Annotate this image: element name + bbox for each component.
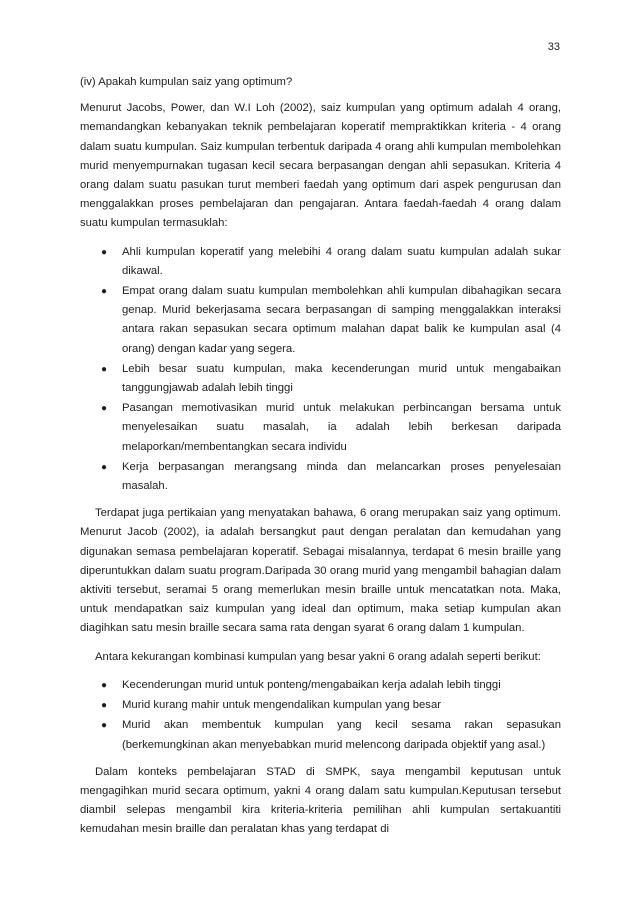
list-item-text: Kerja berpasangan merangsang minda dan melancarkan proses penyelesaian masalah. bbox=[122, 460, 561, 493]
bullet-icon: ● bbox=[101, 720, 108, 732]
bullet-icon: ● bbox=[101, 700, 108, 712]
list-item-text: Pasangan memotivasikan murid untuk melakukan perbincangan bersama untuk menyelesaikan suatu masalah, ia adalah lebih berkesan daripada melaporkan/membentangkan secara individu bbox=[122, 402, 561, 453]
list-item-text: Murid akan membentuk kumpulan yang kecil sesama rakan sepasukan (berkemungkinan akan menyebabkan murid melencong daripada objektif yang asal.) bbox=[122, 719, 561, 751]
list-item-text: Empat orang dalam suatu kumpulan membolehkan ahli kumpulan dibahagikan secara genap. Murid bekerjasama secara berpasangan di samping menggalakkan interaksi antara rakan sepasukan secara optimum malahan dapat balik ke kumpulan asal (4 orang) dengan kadar yang segera. bbox=[122, 285, 561, 355]
section-heading: (iv) Apakah kumpulan saiz yang optimum? bbox=[80, 76, 293, 88]
page-body bbox=[80, 73, 561, 849]
list-item bbox=[101, 676, 561, 695]
paragraph-stad-context: Dalam konteks pembelajaran STAD di SMPK, saya mengambil keputusan untuk mengagihkan murid secara optimum, yakni 4 orang dalam satu kumpulan.Keputusan tersebut diambil selepas mengambil kira kriteria-kriteria pemilihan ahli kumpulan sertakuantiti kemudahan mesin braille dan peralatan khas yang terdapat di bbox=[80, 765, 561, 836]
drawbacks-list bbox=[80, 676, 561, 755]
list-item-text: Kecenderungan murid untuk ponteng/mengabaikan kerja adalah lebih tinggi bbox=[122, 678, 501, 691]
bullet-icon: ● bbox=[101, 679, 108, 691]
list-item bbox=[101, 243, 561, 281]
list-item bbox=[101, 360, 561, 398]
page-number: 33 bbox=[547, 41, 560, 53]
list-item bbox=[101, 399, 561, 457]
list-item-text: Murid kurang mahir untuk mengendalikan kumpulan yang besar bbox=[122, 699, 442, 712]
bullet-icon: ● bbox=[101, 286, 108, 298]
list-item-text: Lebih besar suatu kumpulan, maka kecenderungan murid untuk mengabaikan tanggungjawab adalah lebih tinggi bbox=[122, 362, 561, 395]
list-item bbox=[101, 716, 561, 754]
list-item bbox=[101, 458, 561, 496]
paragraph-six-members: Terdapat juga pertikaian yang menyatakan bahawa, 6 orang merupakan saiz yang optimum. Menurut Jacob (2002), ia adalah bersangkut paut dengan peralatan dan kemudahan yang digunakan semasa pembelajaran koperatif. Sebagai misalannya, terdapat 6 mesin braille yang diperuntukkan dalam suatu program.Daripada 30 orang murid yang mengambil bahagian dalam aktiviti tersebut, seramai 5 orang memerlukan mesin braille untuk mencatatkan nota. Maka, untuk mendapatkan saiz kumpulan yang ideal dan optimum, maka setiap kumpulan akan diagihkan satu mesin braille secara sama rata dengan syarat 6 orang dalam 1 kumpulan. bbox=[80, 507, 561, 635]
bullet-icon: ● bbox=[101, 461, 108, 473]
list-item-text: Ahli kumpulan koperatif yang melebihi 4 orang dalam suatu kumpulan adalah sukar dikawal. bbox=[122, 245, 561, 277]
list-item bbox=[101, 282, 561, 359]
list-item bbox=[101, 696, 561, 715]
paragraph-drawbacks-intro: Antara kekurangan kombinasi kumpulan yang besar yakni 6 orang adalah seperti berikut: bbox=[95, 650, 541, 663]
benefits-list bbox=[80, 243, 561, 497]
bullet-icon: ● bbox=[101, 403, 108, 415]
paragraph-optimum-size: Menurut Jacobs, Power, dan W.I Loh (2002), saiz kumpulan yang optimum adalah 4 orang, memandangkan kebanyakan teknik pembelajaran koperatif mempraktikkan kriteria - 4 orang dalam suatu kumpulan. Saiz kumpulan terbentuk daripada 4 orang ahli kumpulan membolehkan murid menyempurnakan tugasan kecil secara berpasangan dengan ahli sepasukan. Kriteria 4 orang dalam suatu pasukan turut memberi faedah yang optimum dari aspek pengurusan dan menggalakkan proses pembelajaran dan pengajaran. Antara faedah-faedah 4 orang dalam suatu kumpulan termasuklah: bbox=[80, 102, 561, 230]
bullet-icon: ● bbox=[101, 363, 108, 375]
bullet-icon: ● bbox=[101, 246, 108, 258]
